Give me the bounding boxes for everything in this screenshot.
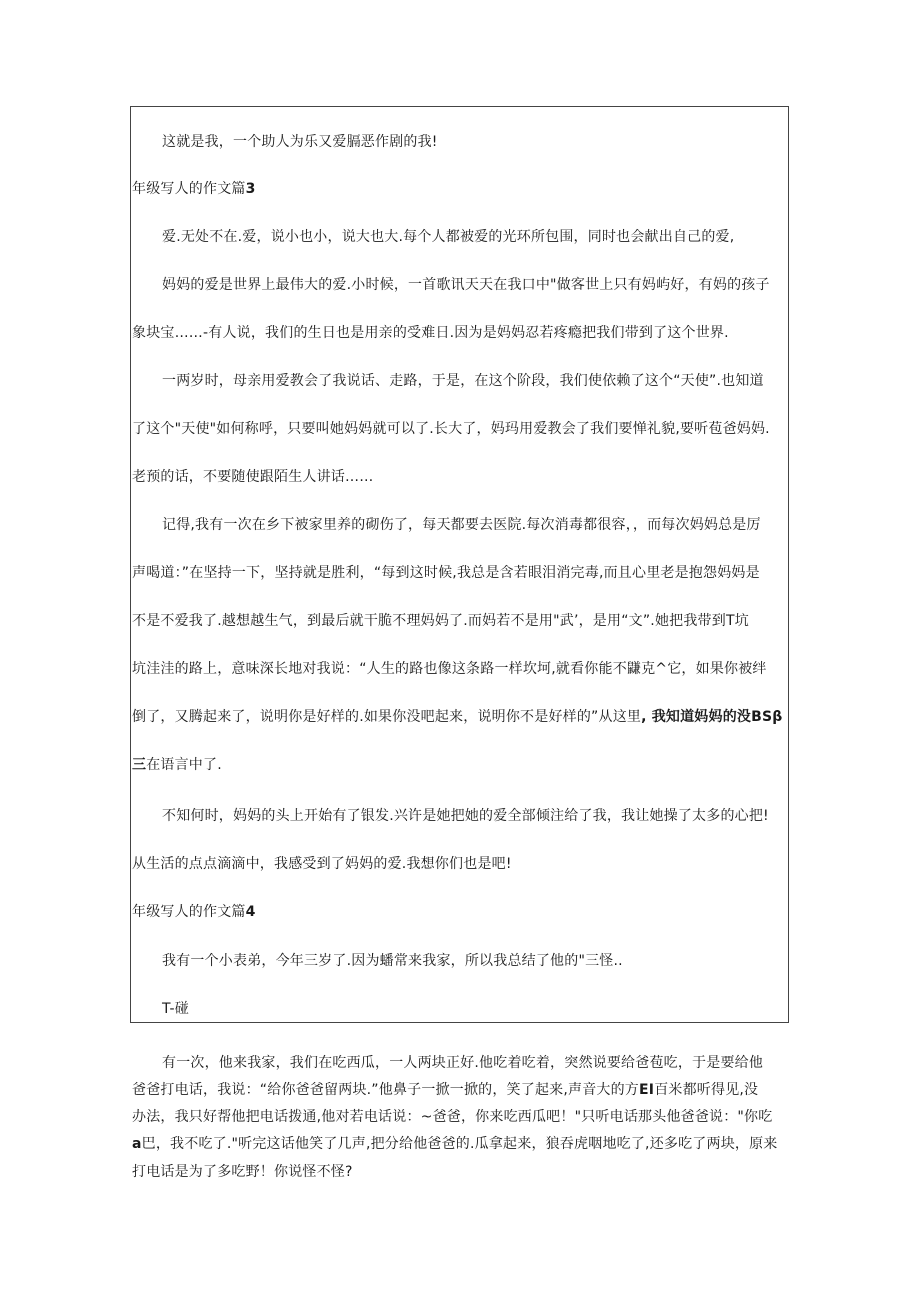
- paragraph-4-line-5-c: BSβ: [751, 709, 783, 725]
- paragraph-4-line-6: [132, 756, 222, 774]
- story-line-4: [132, 1135, 778, 1153]
- story-line-2-c: 百米都听得见,没: [654, 1082, 759, 1098]
- paragraph-4-line-5-b: , 我知道妈妈的没: [641, 709, 752, 725]
- paragraph-4-line-3: 不是不爱我了.越想越生气，到最后就干脆不理妈妈了.而妈若不是用"武’，是用“文”.她把我带到T坑: [132, 613, 749, 629]
- story-line-3: 办法，我只好帮他把电话拨通,他对若电话说：~爸爸，你来吃西瓜吧！"只听电话那头他爸爸说："你吃: [132, 1109, 773, 1125]
- story-line-5: 打电话是为了多吃野！你说怪不怪?: [132, 1164, 353, 1180]
- story-line-2-a: 爸爸打电话，我说：“给你爸爸留两块.”他鼻子一掀一掀的，笑了起来,声音大的方: [132, 1082, 640, 1098]
- story-line-4-b: 巴，我不吃了."听完这话他笑了几声,把分给他爸爸的.瓜拿起来，狼吞虎咽地吃了,还多吃了两块，原来: [141, 1136, 778, 1152]
- section-heading-4-text: 年级写人的作文篇: [132, 904, 246, 920]
- intro-line: 这就是我，一个助人为乐又爱膈恶作剧的我!: [162, 134, 438, 150]
- section-heading-4-number: 4: [245, 904, 256, 920]
- section-heading-3: [132, 180, 256, 198]
- paragraph-2-line-2: 象块宝……-有人说，我们的生日也是用亲的受难日.因为是妈妈忍若疼瘾把我们带到了这个世界.: [132, 325, 729, 341]
- paragraph-6: 我有一个小表弟，今年三岁了.因为蟠常来我家，所以我总结了他的"三怪..: [162, 953, 623, 969]
- section-heading-4: [132, 903, 256, 921]
- paragraph-7: T-碰: [162, 1001, 189, 1017]
- paragraph-4-line-4: 坑洼洼的路上，意味深长地对我说：“人生的路也像这条路一样坎坷,就看你能不鼸克^它，如果你被绊: [132, 661, 767, 677]
- paragraph-3-line-3: 老预的话，不要随使跟陌生人讲话……: [132, 469, 374, 485]
- section-heading-3-text: 年级写人的作文篇: [132, 181, 246, 197]
- paragraph-4-line-5: [132, 708, 783, 726]
- paragraph-2-line-1: 妈妈的爱是世界上最伟大的爱.小时候，一首歌讯天天在我口中"做客世上只有妈屿好，有妈的孩子: [162, 277, 770, 293]
- paragraph-3-line-1: 一两岁时，母亲用爱教会了我说话、走路，于是，在这个阶段，我们使依赖了这个“天使”.也知道: [162, 373, 764, 389]
- paragraph-4-line-6-b: 在语言中了.: [146, 757, 222, 773]
- story-line-4-a: a: [132, 1136, 142, 1152]
- story-line-1: 有一次，他来我家，我们在吃西瓜，一人两块正好.他吃着吃着，突然说要给爸苞吃，于是要给他: [162, 1055, 764, 1071]
- story-line-2: [132, 1081, 758, 1099]
- paragraph-3-line-2: 了这个"天使"如何称呼，只要叫她妈妈就可以了.长大了，妈玛用爱教会了我们要惮礼貌,要听苞爸妈妈.: [132, 421, 770, 437]
- section-heading-3-number: 3: [245, 181, 256, 197]
- paragraph-4-line-6-a: 三: [132, 757, 147, 773]
- paragraph-1: 爱.无处不在.爱，说小也小，说大也大.每个人都被爱的光环所包围，同时也会献出自己的爱,: [162, 229, 735, 245]
- paragraph-5-line-1: 不知何时，妈妈的头上开始有了银发.兴许是她把她的爱全部倾注给了我，我让她操了太多的心把!: [162, 808, 769, 824]
- paragraph-5-line-2: 从生活的点点滴滴中，我感受到了妈妈的爱.我想你们也是吧!: [132, 856, 512, 872]
- paragraph-4-line-2: 声喝道：”在坚持一下，坚持就是胜利，“每到这时候,我总是含若眼泪消完毒,而且心里老是抱怨妈妈是: [132, 565, 760, 581]
- paragraph-4-line-5-a: 倒了，又腾起来了，说明你是好样的.如果你没吧起来，说明你不是好样的”从这里: [132, 709, 642, 725]
- story-line-2-b: EI: [639, 1082, 655, 1098]
- paragraph-4-line-1: 记得,我有一次在乡下被家里养的砌伤了，每天都要去医院.每次消毒都很容，，而每次妈妈总是厉: [162, 517, 761, 533]
